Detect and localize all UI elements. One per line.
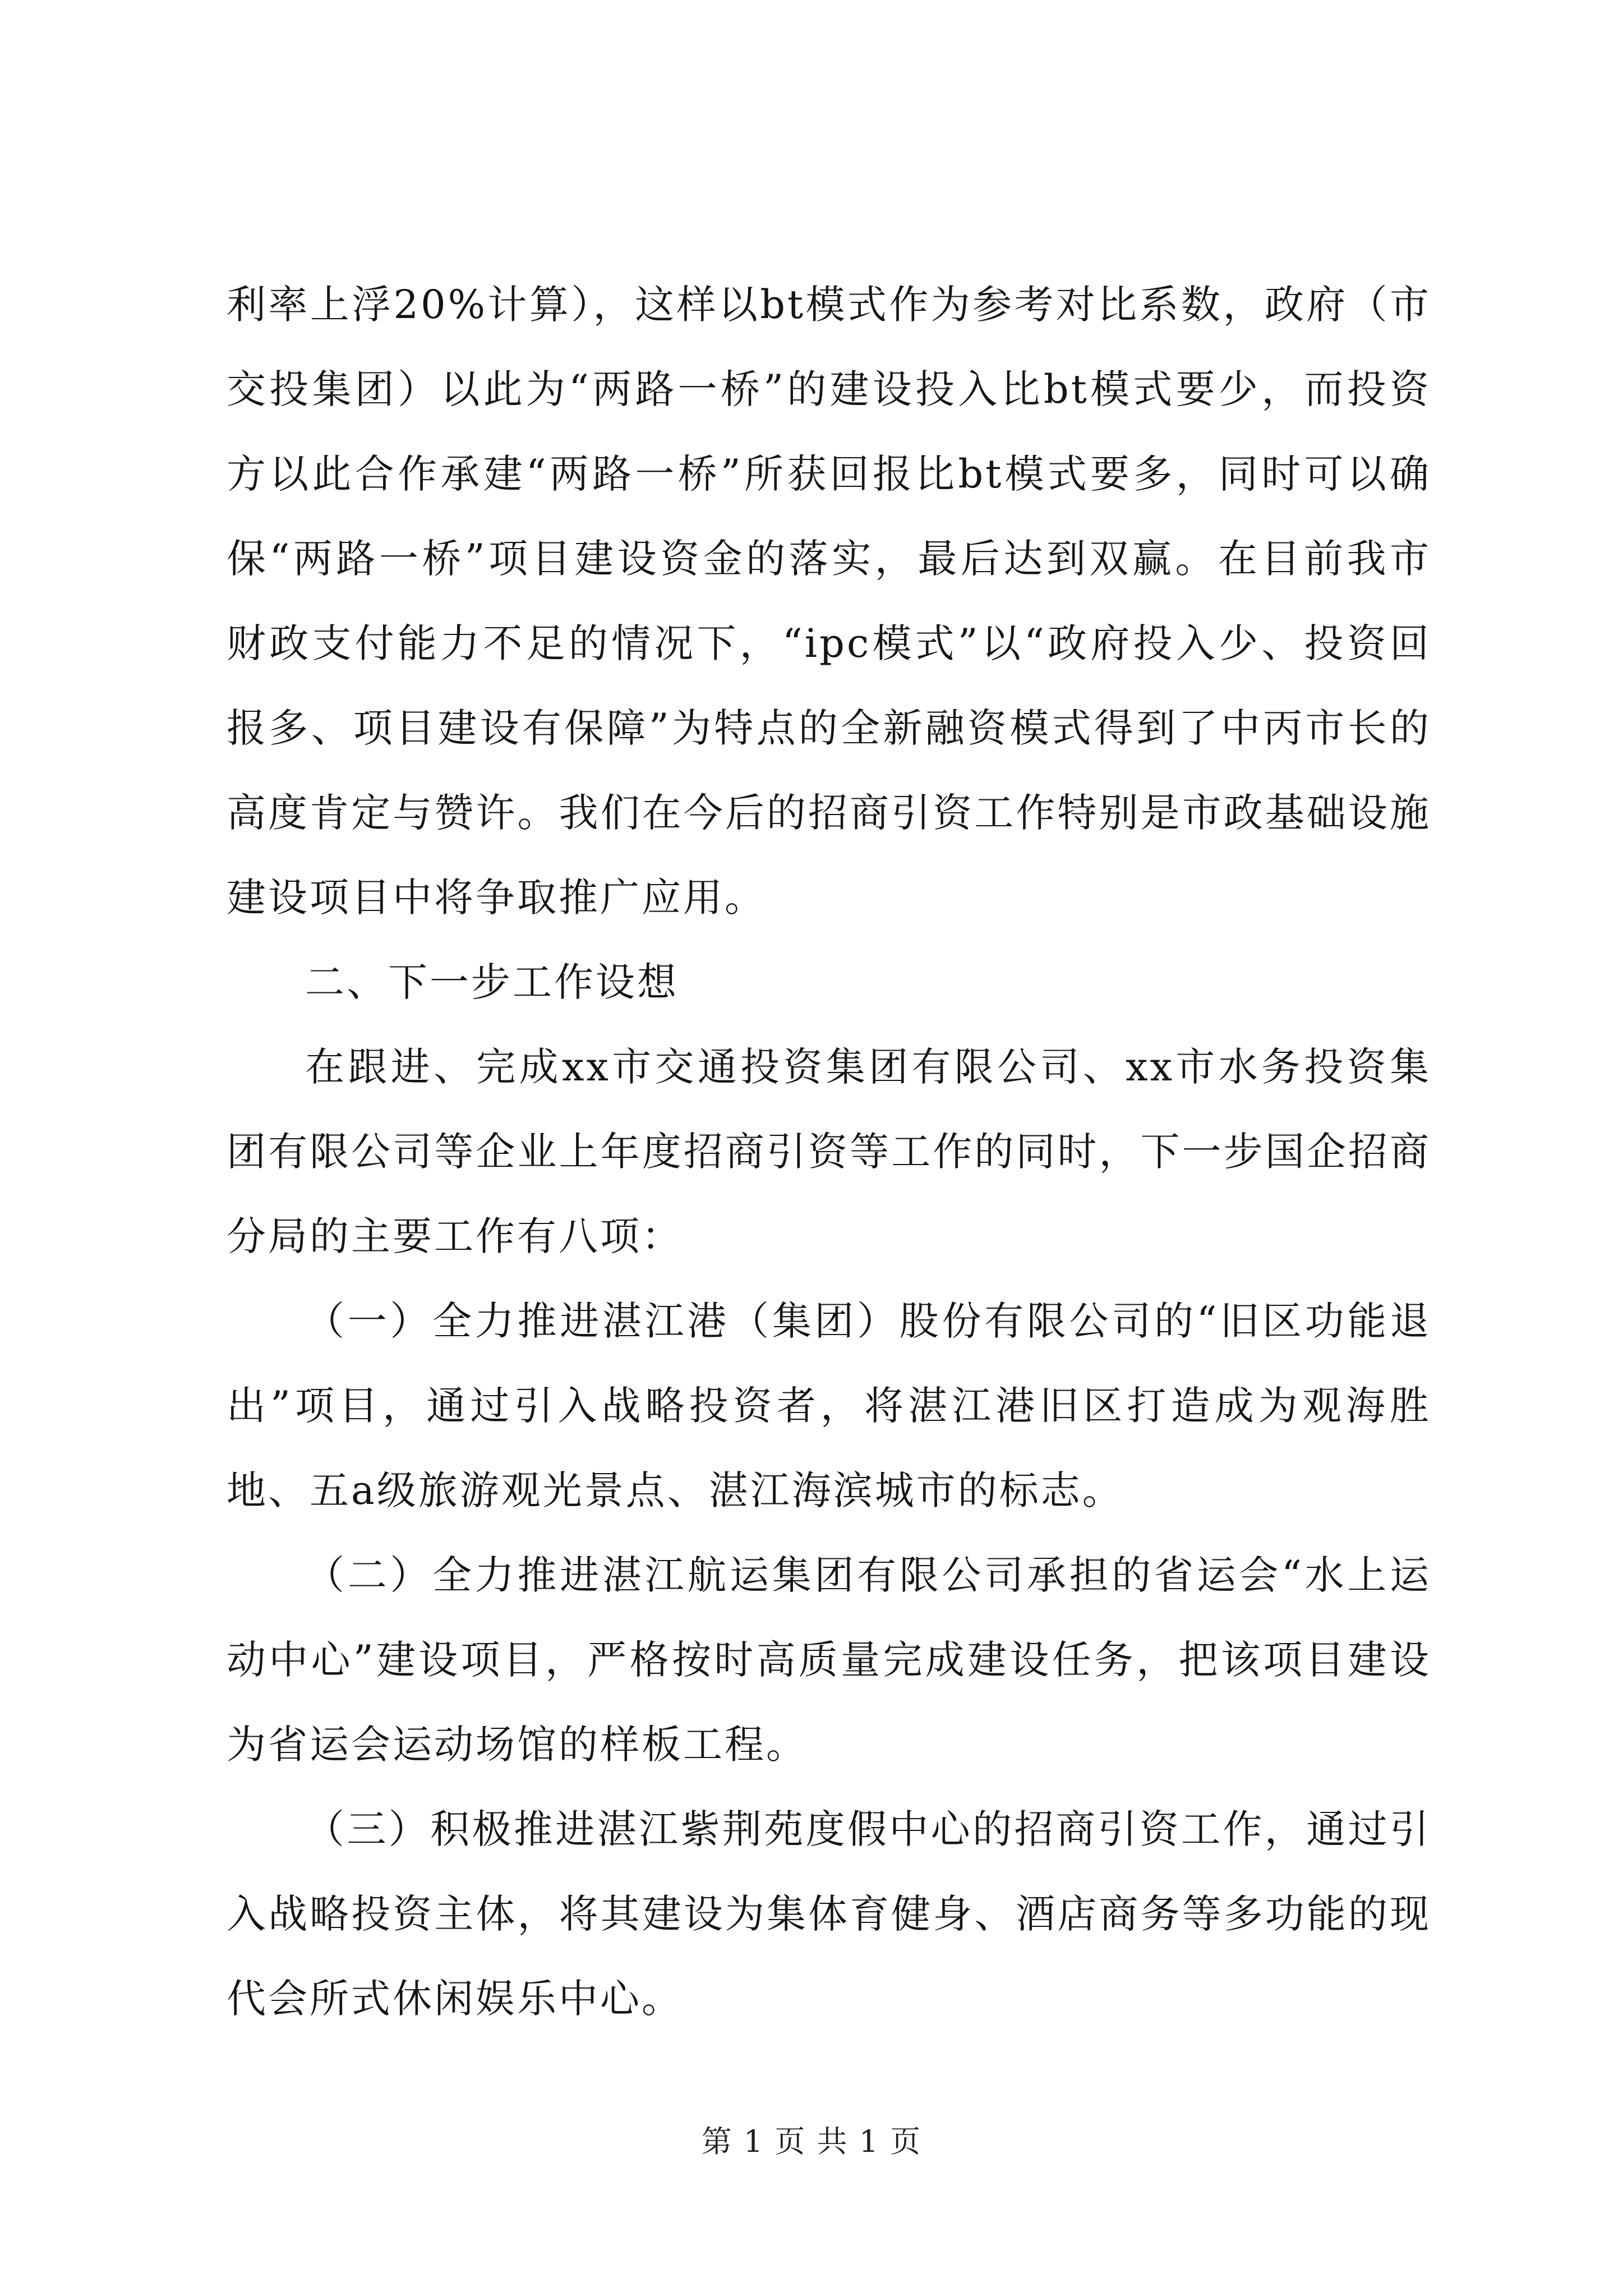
paragraph-intro: 在跟进、完成xx市交通投资集团有限公司、xx市水务投资集团有限公司等企业上年度招商引资等工作的同时，下一步国企招商分局的主要工作有八项： (227, 1044, 1431, 1259)
section-heading: 二、下一步工作设想 (305, 959, 679, 1005)
document-body (227, 263, 1431, 2041)
page-footer: 第 1 页 共 1 页 (701, 2124, 922, 2159)
list-item-1: （一）全力推进湛江港（集团）股份有限公司的“旧区功能退出”项目，通过引入战略投资者，将湛江港旧区打造成为观海胜地、五a级旅游观光景点、湛江海滨城市的标志。 (227, 1298, 1431, 1513)
paragraph-continuation: 利率上浮20%计算），这样以bt模式作为参考对比系数，政府（市交投集团）以此为“两路一桥”的建设投入比bt模式要少，而投资方以此合作承建“两路一桥”所获回报比bt模式要多，同时可以确保“两路一桥”项目建设资金的落实，最后达到双赢。在目前我市财政支付能力不足的情况下，“ipc模式”以“政府投入少、投资回报多、项目建设有保障”为特点的全新融资模式得到了中丙市长的高度肯定与赞许。我们在今后的招商引资工作特别是市政基础设施建设项目中将争取推广应用。 (227, 282, 1431, 921)
list-item-3: （三）积极推进湛江紫荆苑度假中心的招商引资工作，通过引入战略投资主体，将其建设为集体育健身、酒店商务等多功能的现代会所式休闲娱乐中心。 (227, 1806, 1431, 2022)
list-item-2: （二）全力推进湛江航运集团有限公司承担的省运会“水上运动中心”建设项目，严格按时高质量完成建设任务，把该项目建设为省运会运动场馆的样板工程。 (227, 1552, 1431, 1768)
